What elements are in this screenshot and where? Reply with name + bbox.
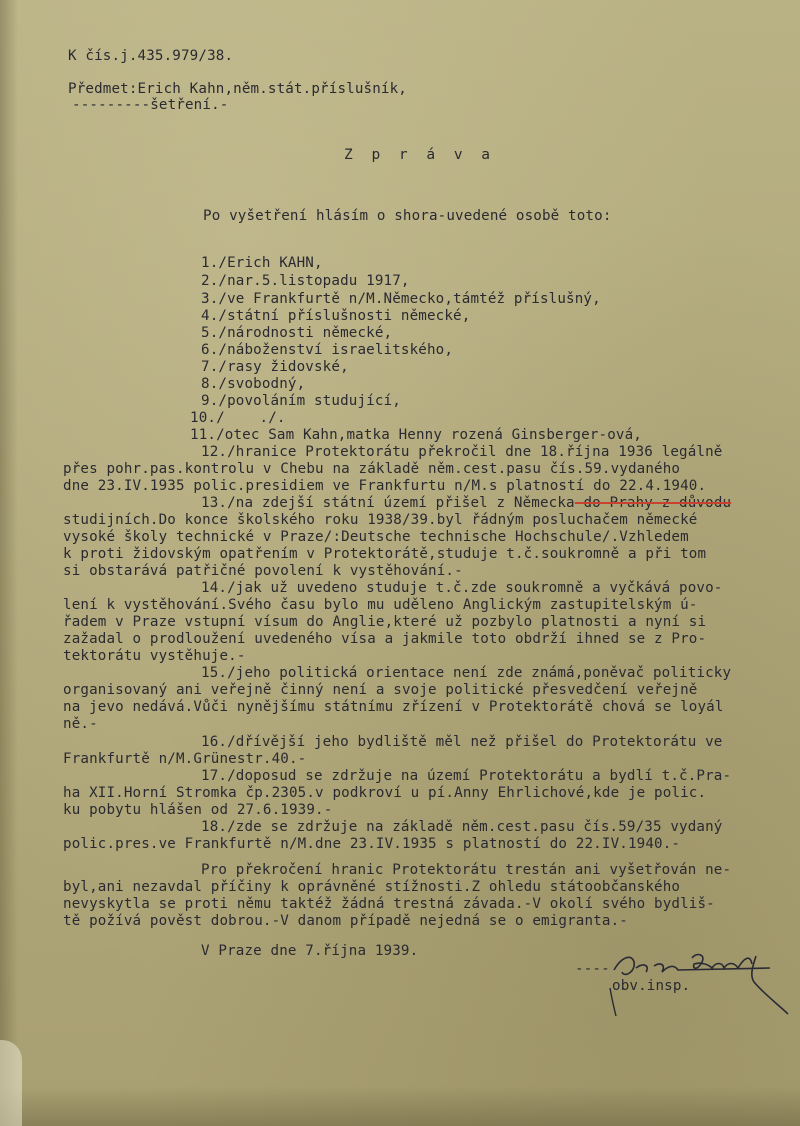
reference-number: K čís.j.435.979/38. (68, 48, 234, 64)
item-line: 3./ve Frankfurtě n/M.Německo,támtéž příslušný, (201, 291, 601, 307)
paragraph-line (201, 495, 731, 512)
paragraph-line: tektorátu vystěhuje.- (63, 648, 246, 664)
item-line: 10./ ./. (190, 410, 286, 426)
intro-line: Po vyšetření hlásím o shora-uvedené osobě toto: (203, 208, 612, 224)
item-line: 11./otec Sam Kahn,matka Henny rozená Ginsberger-ová, (190, 427, 642, 443)
paragraph-line: 12./hranice Protektorátu překročil dne 18.října 1936 legálně (201, 444, 723, 460)
handwritten-signature (574, 948, 794, 1018)
paper-bottom-shadow (0, 1086, 800, 1126)
paragraph-line: 14./jak už uvedeno studuje t.č.zde soukromně a vyčkává povo- (201, 580, 723, 596)
paper-wear-mark (0, 1040, 22, 1126)
paragraph-line: 18./zde se zdržuje na základě něm.cest.pasu čís.59/35 vydaný (201, 819, 723, 835)
closing-line: Pro překročení hranic Protektorátu trestán ani vyšetřován ne- (201, 862, 732, 878)
closing-line: byl,ani nezavdal příčiny k oprávněné stížnosti.Z ohledu státoobčanského (63, 879, 681, 895)
subject-line-2: ---------šetření.- (72, 97, 229, 113)
paragraph-line: zažadal o prodloužení uvedeného vísa a jakmile toto obdrží ihned se z Pro- (63, 631, 707, 647)
item-line: 8./svobodný, (201, 376, 306, 392)
item-line: 6./náboženství israelitského, (201, 342, 454, 358)
item-line: 7./rasy židovské, (201, 359, 349, 375)
paragraph-line: si obstarává patřičné povolení k vystěhování.- (63, 563, 463, 579)
item-line: 4./státní příslušnosti německé, (201, 308, 471, 324)
paragraph-text: 13./na zdejší státní území přišel z Německa (201, 495, 575, 511)
paragraph-line: organisovaný ani veřejně činný není a svoje politické přesvedčení veřejně (63, 682, 698, 698)
signature-dashes: ---- (575, 961, 610, 977)
paragraph-line: ně.- (63, 716, 98, 732)
item-line: 1./Erich KAHN, (201, 255, 323, 271)
paragraph-line: Frankfurtě n/M.Grünestr.40.- (63, 751, 307, 767)
subject-line: Předmet:Erich Kahn,něm.stát.příslušník, (68, 81, 407, 97)
paragraph-line: vysoké školy technické v Praze/:Deutsche technische Hochschule/.Vzhledem (63, 529, 689, 545)
closing-line: nevyskytla se proti němu taktéž žádná trestná závada.-V okolí svého bydliš- (63, 896, 715, 912)
paragraph-line: 16./dřívější jeho bydliště měl než přišel do Protektorátu ve (201, 734, 723, 750)
paragraph-line: na jevo nedává.Vůči nynějšímu státnímu zřízení v Protektorátě chová se loyál (63, 699, 724, 715)
paragraph-line: polic.pres.ve Frankfurtě n/M.dne 23.IV.1935 s platností do 22.IV.1940.- (63, 836, 681, 852)
paragraph-line: řadem v Praze vstupní vísum do Anglie,které už pozbylo platnosti a nyní si (63, 614, 707, 630)
date-line: V Praze dne 7.října 1939. (201, 943, 419, 959)
paragraph-line: lení k vystěhování.Svého času bylo mu uděleno Anglickým zastupitelským ú- (63, 597, 698, 613)
paragraph-line: 15./jeho politická orientace není zde známá,poněvač politicky (201, 665, 732, 681)
paragraph-line: 17./doposud se zdržuje na území Protektorátu a bydlí t.č.Pra- (201, 768, 732, 784)
paragraph-line: přes pohr.pas.kontrolu v Chebu na základě něm.cest.pasu čís.59.vydaného (63, 461, 681, 477)
paragraph-line: ku pobytu hlášen od 27.6.1939.- (63, 802, 333, 818)
paragraph-line: dne 23.IV.1935 polic.presidiem ve Frankfurtu n/M.s platností do 22.4.1940. (63, 478, 707, 494)
paragraph-line: ha XII.Horní Stromka čp.2305.v podkroví u pí.Anny Ehrlichové,kde je polic. (63, 785, 707, 801)
document-title: Z p r á v a (344, 147, 496, 163)
item-line: 9./povoláním studující, (201, 393, 401, 409)
signatory-rank: obv.insp. (612, 978, 691, 994)
item-line: 2./nar.5.listopadu 1917, (201, 273, 410, 289)
paper-edge-shadow (0, 0, 18, 1126)
struck-text: do Prahy z důvodu (574, 495, 732, 511)
paragraph-line: k proti židovským opatřením v Protektorátě,studuje t.č.soukromně a při tom (63, 546, 707, 562)
closing-line: tě požívá pověst dobrou.-V danom případě nejedná se o emigranta.- (63, 913, 628, 929)
paragraph-line: studijních.Do konce školského roku 1938/39.byl řádným posluchačem německé (63, 512, 698, 528)
item-line: 5./národnosti německé, (201, 325, 393, 341)
